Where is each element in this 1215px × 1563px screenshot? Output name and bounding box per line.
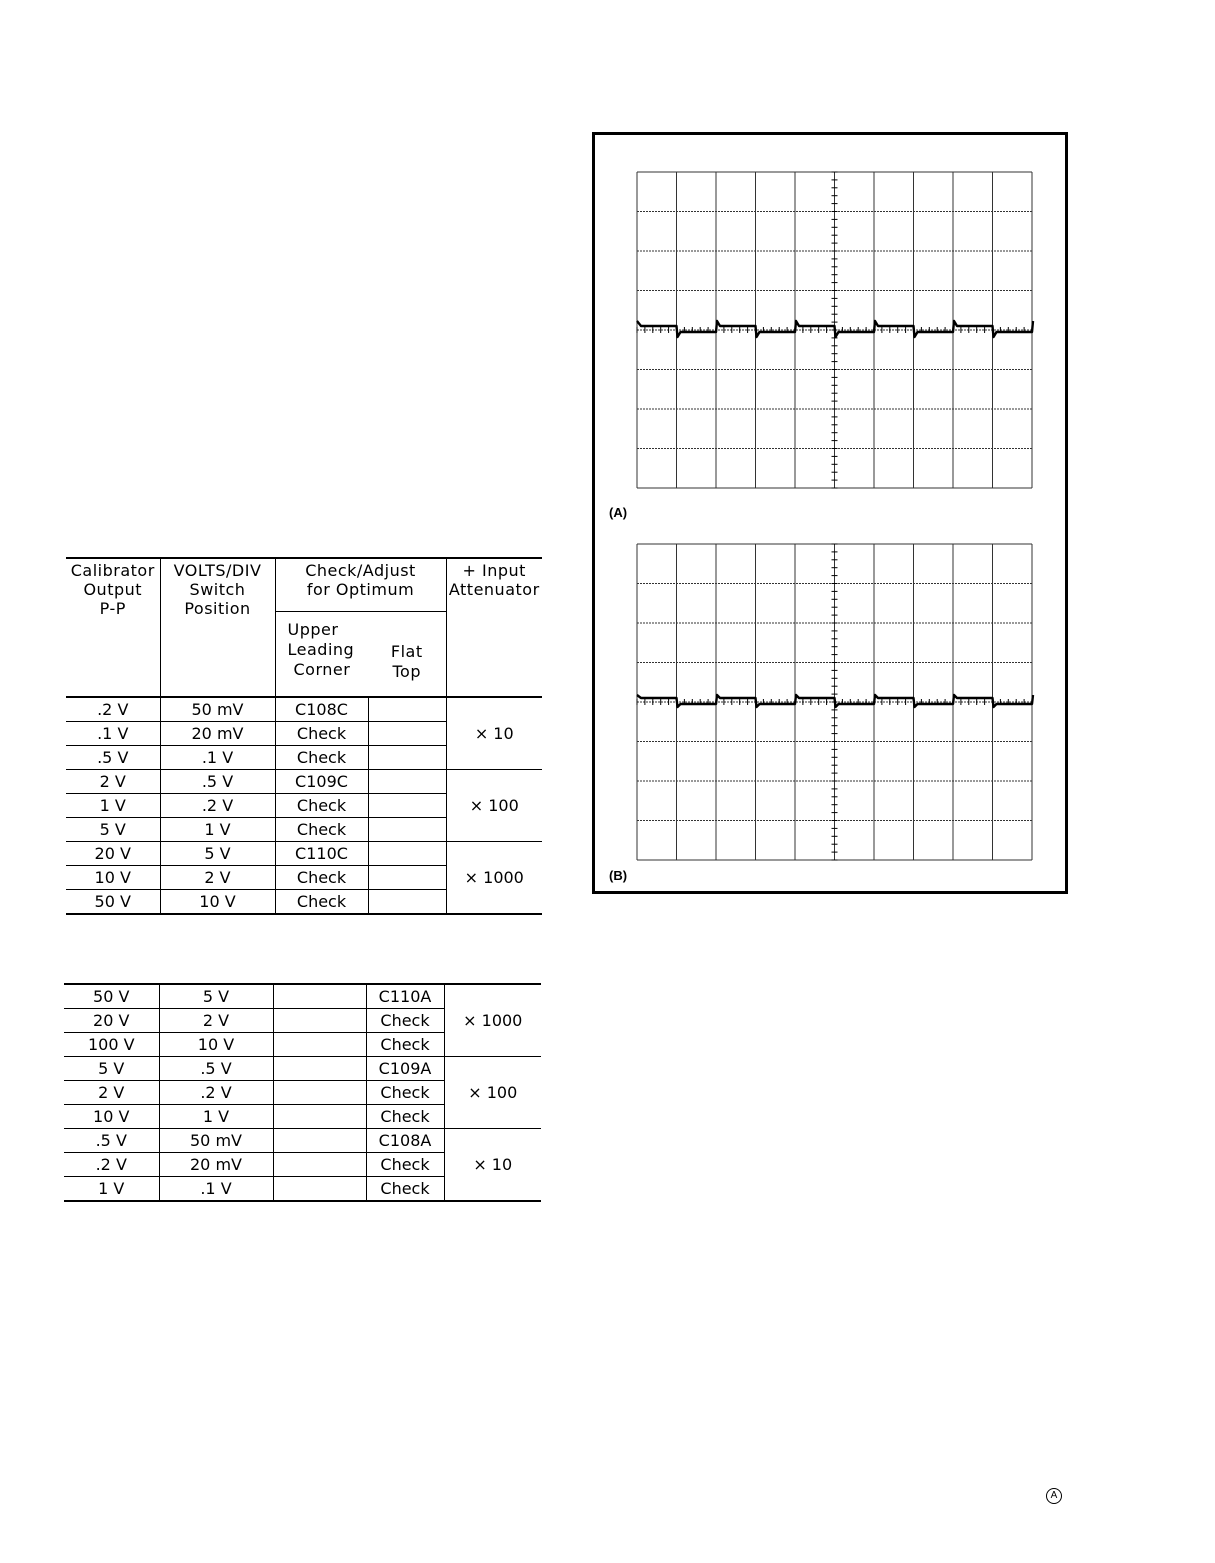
corner-cell <box>273 1177 366 1202</box>
corner-cell <box>273 1009 366 1033</box>
header-flat-top: Flat Top <box>368 612 446 698</box>
graticule-panel-b <box>627 539 1037 869</box>
table-row <box>64 1129 541 1153</box>
cal-output-cell: 2 V <box>66 770 160 794</box>
cal-output-cell: 5 V <box>66 818 160 842</box>
attenuator-cell: × 1000 <box>444 984 541 1057</box>
volts-div-cell: 20 mV <box>159 1153 273 1177</box>
corner-cell <box>273 1153 366 1177</box>
volts-div-cell: 5 V <box>159 984 273 1009</box>
header-check-adjust: Check/Adjust for Optimum <box>275 558 446 612</box>
cal-output-cell: 50 V <box>66 890 160 915</box>
cal-output-cell: 1 V <box>64 1177 159 1202</box>
flat-top-cell <box>368 794 446 818</box>
calibration-table-upper <box>66 557 542 915</box>
flat-top-cell <box>368 746 446 770</box>
volts-div-cell: 50 mV <box>160 697 275 722</box>
corner-cell <box>273 1033 366 1057</box>
corner-cell <box>273 1057 366 1081</box>
flat-top-cell <box>368 722 446 746</box>
header-volts-div-switch-position: VOLTS/DIV Switch Position <box>160 558 275 697</box>
cal-output-cell: .1 V <box>66 722 160 746</box>
waveform-figure <box>592 132 1068 894</box>
flat-top-cell <box>368 842 446 866</box>
corner-cell: Check <box>275 866 368 890</box>
volts-div-cell: 1 V <box>159 1105 273 1129</box>
attenuator-cell: × 100 <box>444 1057 541 1129</box>
corner-cell: Check <box>275 890 368 915</box>
volts-div-cell: .1 V <box>159 1177 273 1202</box>
corner-cell: C109C <box>275 770 368 794</box>
cal-output-cell: .2 V <box>64 1153 159 1177</box>
attenuator-cell: × 10 <box>446 697 542 770</box>
volts-div-cell: 10 V <box>159 1033 273 1057</box>
volts-div-cell: .1 V <box>160 746 275 770</box>
cal-output-cell: 2 V <box>64 1081 159 1105</box>
corner-cell: Check <box>275 746 368 770</box>
panel-label-a: (A) <box>609 505 628 520</box>
flat-top-cell: Check <box>366 1009 444 1033</box>
flat-top-cell: Check <box>366 1153 444 1177</box>
attenuator-cell: × 10 <box>444 1129 541 1202</box>
cal-output-cell: 20 V <box>66 842 160 866</box>
corner-cell: C110C <box>275 842 368 866</box>
corner-cell: Check <box>275 794 368 818</box>
volts-div-cell: .5 V <box>159 1057 273 1081</box>
cal-output-cell: .5 V <box>66 746 160 770</box>
flat-top-cell: C109A <box>366 1057 444 1081</box>
corner-cell <box>273 1129 366 1153</box>
header-upper-leading-corner: Upper Leading Corner <box>287 620 355 679</box>
volts-div-cell: 20 mV <box>160 722 275 746</box>
volts-div-cell: .2 V <box>159 1081 273 1105</box>
flat-top-cell <box>368 818 446 842</box>
attenuator-cell: × 100 <box>446 770 542 842</box>
cal-output-cell: 50 V <box>64 984 159 1009</box>
corner-cell <box>273 984 366 1009</box>
flat-top-cell: C108A <box>366 1129 444 1153</box>
graticule-panel-a <box>627 167 1037 497</box>
flat-top-cell <box>368 890 446 915</box>
cal-output-cell: 1 V <box>66 794 160 818</box>
volts-div-cell: 2 V <box>160 866 275 890</box>
cal-output-cell: 5 V <box>64 1057 159 1081</box>
table-row <box>66 697 542 722</box>
flat-top-cell: Check <box>366 1177 444 1202</box>
flat-top-cell <box>368 697 446 722</box>
table-row <box>66 842 542 866</box>
cal-output-cell: 100 V <box>64 1033 159 1057</box>
corner-cell <box>273 1105 366 1129</box>
cal-output-cell: 10 V <box>64 1105 159 1129</box>
cal-output-cell: 20 V <box>64 1009 159 1033</box>
revision-mark: A <box>1046 1488 1062 1504</box>
flat-top-cell <box>368 866 446 890</box>
corner-cell <box>273 1081 366 1105</box>
volts-div-cell: 50 mV <box>159 1129 273 1153</box>
table-row <box>66 770 542 794</box>
corner-cell: Check <box>275 722 368 746</box>
volts-div-cell: 2 V <box>159 1009 273 1033</box>
cal-output-cell: .5 V <box>64 1129 159 1153</box>
attenuator-cell: × 1000 <box>446 842 542 915</box>
volts-div-cell: 10 V <box>160 890 275 915</box>
volts-div-cell: 1 V <box>160 818 275 842</box>
flat-top-cell <box>368 770 446 794</box>
table-row <box>64 1057 541 1081</box>
flat-top-cell: Check <box>366 1105 444 1129</box>
volts-div-cell: .5 V <box>160 770 275 794</box>
flat-top-cell: C110A <box>366 984 444 1009</box>
panel-label-b: (B) <box>609 868 628 883</box>
header-input-attenuator: + Input Attenuator <box>446 558 542 697</box>
table-row <box>64 984 541 1009</box>
header-calibrator-output: Calibrator Output P-P <box>66 558 160 697</box>
volts-div-cell: 5 V <box>160 842 275 866</box>
flat-top-cell: Check <box>366 1081 444 1105</box>
cal-output-cell: .2 V <box>66 697 160 722</box>
corner-cell: Check <box>275 818 368 842</box>
cal-output-cell: 10 V <box>66 866 160 890</box>
flat-top-cell: Check <box>366 1033 444 1057</box>
corner-cell: C108C <box>275 697 368 722</box>
calibration-table-lower <box>64 983 541 1202</box>
volts-div-cell: .2 V <box>160 794 275 818</box>
